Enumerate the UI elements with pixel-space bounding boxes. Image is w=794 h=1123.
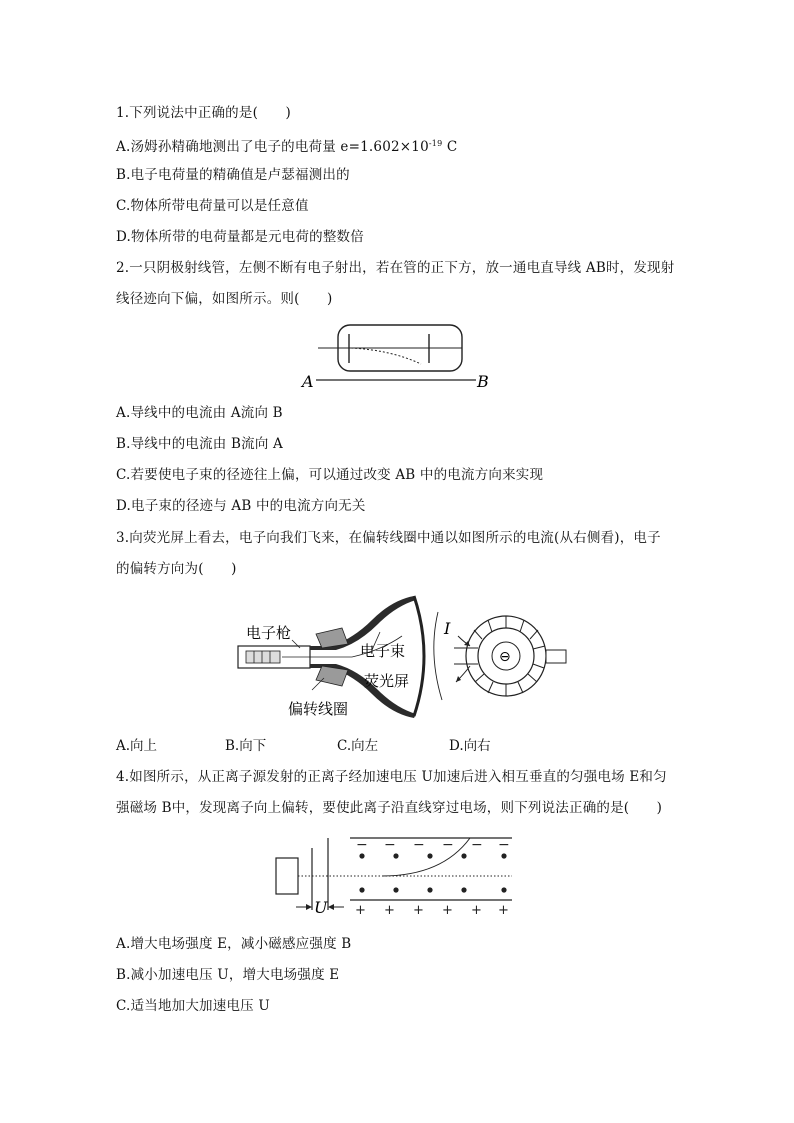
- q3-option-d: D.向右: [449, 738, 491, 754]
- label-electron-gun: 电子枪: [246, 624, 292, 642]
- field-dot: [501, 853, 506, 858]
- plus-sign: +: [471, 903, 482, 918]
- electron-symbol: ⊖: [499, 649, 511, 665]
- q1-option-a-text: A.汤姆孙精确地测出了电子的电荷量 e=1.602×10: [116, 139, 429, 155]
- gun-inner: [246, 651, 280, 663]
- q1-option-a-exponent: -19: [428, 139, 443, 148]
- minus-sign: −: [413, 837, 425, 853]
- plus-sign: +: [498, 903, 509, 918]
- deflection-coil-bottom: [316, 666, 348, 686]
- q2-cathode-ray-figure: [296, 318, 496, 394]
- q2-stem-line2: 线径迹向下偏，如图所示。则( ): [116, 291, 333, 307]
- fluorescent-screen: [414, 596, 424, 716]
- label-deflection-coil: 偏转线圈: [288, 700, 349, 718]
- field-dot: [427, 853, 432, 858]
- field-dot: [461, 887, 466, 892]
- plus-sign: +: [413, 903, 424, 918]
- deflection-coil-top: [316, 628, 348, 648]
- q1-option-d: D.物体所带的电荷量都是元电荷的整数倍: [116, 229, 364, 245]
- field-dot: [359, 853, 364, 858]
- q4-option-c: C.适当地加大加速电压 U: [116, 998, 270, 1014]
- q3-option-b: B.向下: [225, 738, 267, 754]
- field-dot: [359, 887, 364, 892]
- ion-source: [276, 858, 298, 894]
- q2-stem-line1: 2.一只阴极射线管，左侧不断有电子射出，若在管的正下方，放一通电直导线 AB时，发现射: [116, 260, 675, 276]
- q3-option-c: C.向左: [337, 738, 379, 754]
- q1-stem: 1.下列说法中正确的是( ): [116, 105, 291, 121]
- field-dot: [501, 887, 506, 892]
- wire-label-a: A: [302, 372, 314, 391]
- plus-sign: +: [384, 903, 395, 918]
- field-dot: [461, 853, 466, 858]
- q2-option-c: C.若要使电子束的径迹往上偏，可以通过改变 AB 中的电流方向来实现: [116, 467, 544, 483]
- q4-stem-line2: 强磁场 B中，发现离子向上偏转，要使此离子沿直线穿过电场，则下列说法正确的是( ): [116, 800, 663, 816]
- wire-label-b: B: [477, 372, 489, 391]
- q3-option-a: A.向上: [116, 738, 158, 754]
- q2-option-b: B.导线中的电流由 B流向 A: [116, 436, 283, 452]
- q4-option-b: B.减小加速电压 U，增大电场强度 E: [116, 967, 340, 983]
- q3-stem-line1: 3.向荧光屏上看去，电子向我们飞来，在偏转线圈中通以如图所示的电流(从右侧看)，电子: [116, 530, 661, 546]
- q4-velocity-selector-figure: [272, 832, 522, 918]
- q4-option-a: A.增大电场强度 E，减小磁感应强度 B: [116, 936, 352, 952]
- coil-end-view: [434, 612, 566, 700]
- q1-option-c: C.物体所带电荷量可以是任意值: [116, 198, 309, 214]
- q2-option-a: A.导线中的电流由 A流向 B: [116, 405, 283, 421]
- q1-option-a: [116, 135, 457, 156]
- plus-sign: +: [355, 903, 366, 918]
- minus-sign: −: [384, 837, 396, 853]
- q2-option-d: D.电子束的径迹与 AB 中的电流方向无关: [116, 498, 366, 514]
- label-current-i: I: [444, 619, 451, 638]
- q3-stem-line2: 的偏转方向为( ): [116, 561, 237, 577]
- q1-option-a-unit: C: [442, 139, 458, 155]
- q1-option-b: B.电子电荷量的精确值是卢瑟福测出的: [116, 167, 350, 183]
- minus-sign: −: [471, 837, 483, 853]
- q3-crt-figure: [232, 590, 572, 722]
- minus-sign: −: [442, 837, 454, 853]
- minus-sign: −: [498, 837, 510, 853]
- field-dot: [393, 853, 398, 858]
- field-dot: [427, 887, 432, 892]
- label-electron-beam: 电子束: [360, 642, 406, 660]
- electron-track: [351, 348, 421, 364]
- plus-sign: +: [442, 903, 453, 918]
- minus-sign: −: [356, 837, 368, 853]
- field-dot: [393, 887, 398, 892]
- label-voltage-u: U: [314, 898, 328, 917]
- label-screen: 荧光屏: [364, 672, 410, 690]
- coil-lead-block: [546, 650, 566, 663]
- q4-stem-line1: 4.如图所示，从正离子源发射的正离子经加速电压 U加速后进入相互垂直的匀强电场 E和匀: [116, 769, 667, 785]
